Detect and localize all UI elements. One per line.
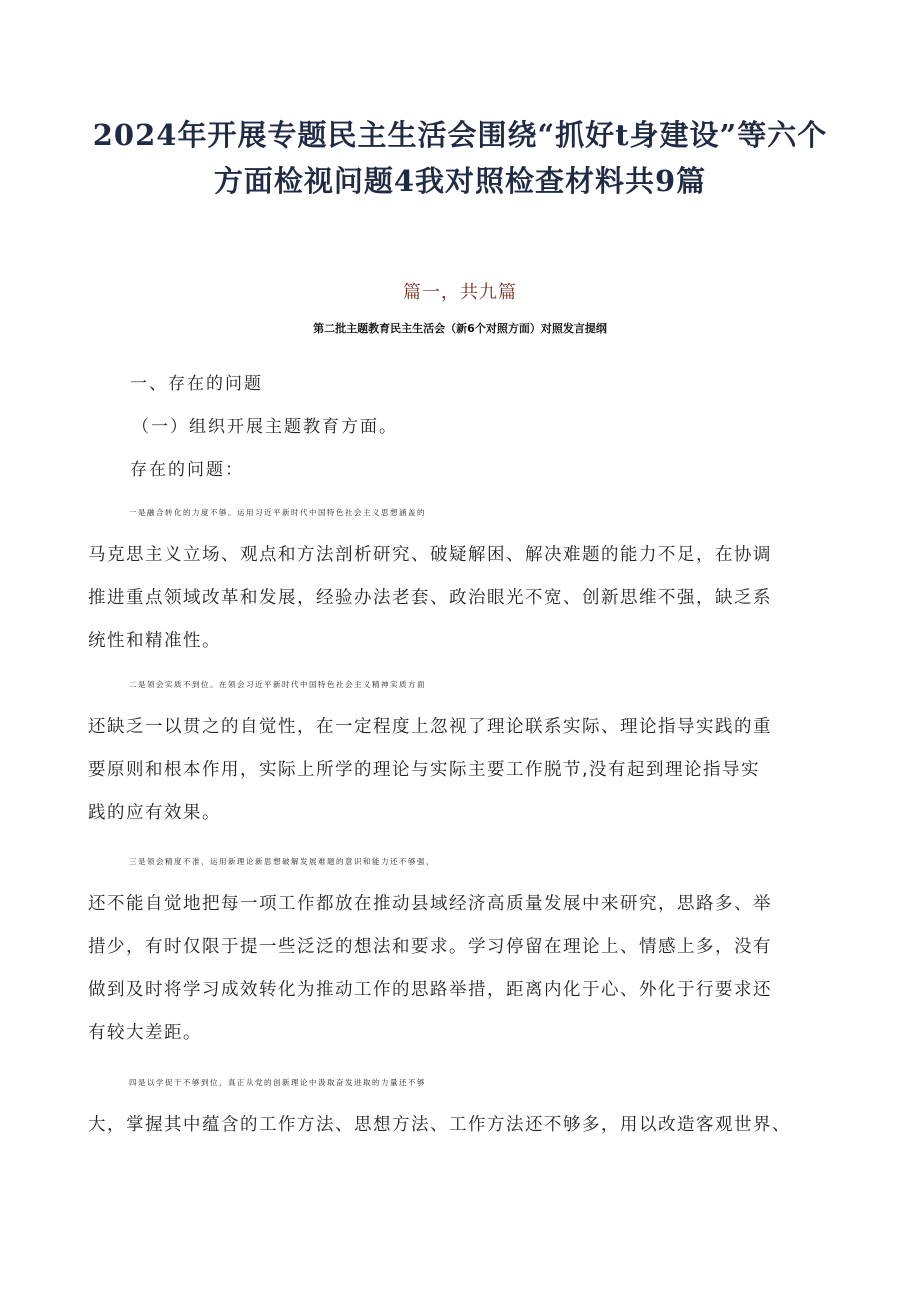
paragraph-line: 有较大差距。 [88,1023,202,1043]
paragraph-line: 四是以学促干不够到位，真正从党的创新理论中汲取奋发进取的力量还不够 [129,1078,426,1087]
paragraph-line: 要原则和根本作用，实际上所学的理论与实际主要工作脱节,没有起到理论指导实 [88,760,761,780]
paragraph-line: 还缺乏一以贯之的自觉性，在一定程度上忽视了理论联系实际、理论指导实践的重 [88,717,772,737]
paragraph-3 [88,840,858,1055]
document-subtitle: 第二批主题教育民主生活会（新6个对照方面）对照发言提纲 [313,322,607,335]
title-line: 方面检视问题4我对照检查材料共9篇 [213,164,707,198]
paragraph-line: 一是融合转化的力度不够。运用习近平新时代中国特色社会主义思想涵盖的 [129,508,426,517]
paragraph-line: 大，掌握其中蕴含的工作方法、思想方法、工作方法还不够多，用以改造客观世界、 [88,1115,791,1135]
paragraph-line: 二是领会实质不到位。在领会习近平新时代中国特色社会主义精神实质方面 [129,680,426,689]
paragraph-line: 推进重点领域改革和发展，经验办法老套、政治眼光不宽、创新思维不强，缺乏系 [88,588,772,608]
paragraph-1 [88,491,858,663]
document-title [60,112,860,204]
paragraph-line: 三是领会精度不准，运用新理论新思想破解发展难题的意识和能力还不够强， [129,857,435,866]
heading-organize-education: （一）组织开展主题教育方面。 [132,417,398,437]
paragraph-2 [88,663,858,835]
paragraph-line: 措少，有时仅限于提一些泛泛的想法和要求。学习停留在理论上、情感上多，没有 [88,937,772,957]
heading-existing-problems: 一、存在的问题 [130,374,263,394]
paragraph-line: 马克思主义立场、观点和方法剖析研究、破疑解困、解决难题的能力不足，在协调 [88,545,772,565]
title-line: 2024年开展专题民主生活会围绕“抓好t身建设”等六个 [92,118,828,152]
heading-problems-label: 存在的问题： [130,460,244,480]
section-label: 篇一，共九篇 [403,282,517,303]
paragraph-4 [88,1061,858,1147]
paragraph-line: 践的应有效果。 [88,803,221,823]
paragraph-line: 统性和精准性。 [88,631,221,651]
paragraph-line: 做到及时将学习成效转化为推动工作的思路举措，距离内化于心、外化于行要求还 [88,980,772,1000]
paragraph-line: 还不能自觉地把每一项工作都放在推动县域经济高质量发展中来研究，思路多、举 [88,894,772,914]
